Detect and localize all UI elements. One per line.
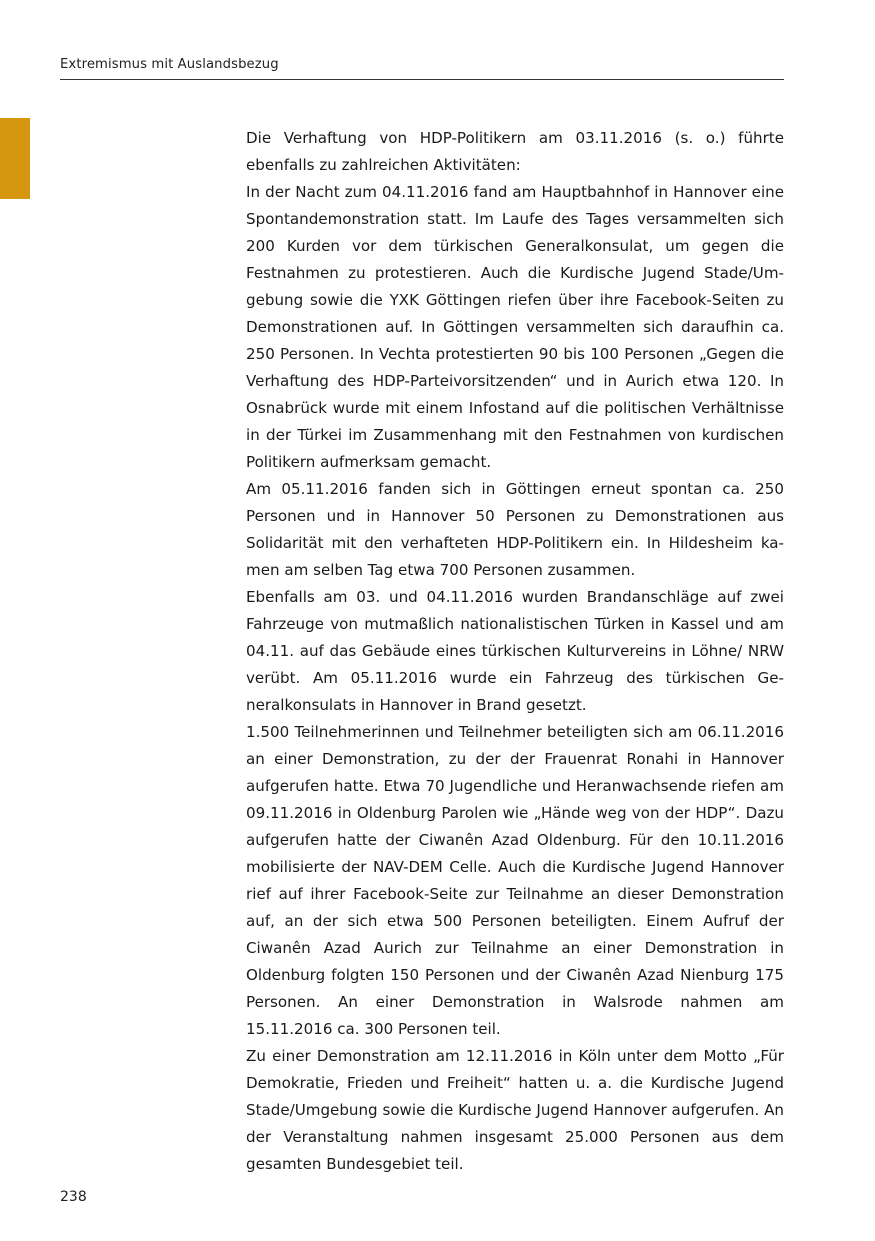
page-number: 238 xyxy=(60,1189,87,1205)
paragraph: Die Verhaftung von HDP-Politikern am 03.11.2016 (s. o.) führte ebenfalls zu zahlreichen Aktivitäten: xyxy=(246,129,784,174)
paragraph: 1.500 Teilnehmerinnen und Teilnehmer beteiligten sich am 06.11.2016 an einer Demonstration, zu der der Frauenrat Ronahi in Hannover aufgerufen hatte. Etwa 70 Jugendliche und Heranwachsende riefen am 09.11.2016 in Oldenburg Parolen wie „Hände weg von der HDP“. Dazu aufgerufen hatte der Ciwanên Azad Oldenburg. Für den 10.11.2016 mobilisierte der NAV-DEM Celle. Auch die Kurdische Jugend Hannover rief auf ihrer Facebook-Seite zur Teilnahme an dieser Demonstration auf, an der sich etwa 500 Personen beteiligten. Einem Aufruf der Ciwanên Azad Aurich zur Teilnahme an einer Demonstration in Oldenburg folgten 150 Personen und der Ciwanên Azad Nienburg 175 Personen. An einer Demonstration in Walsrode nahmen am 15.11.2016 ca. 300 Personen teil. xyxy=(246,723,784,1038)
paragraph: Zu einer Demonstration am 12.11.2016 in Köln unter dem Motto „Für Demokratie, Frieden und Freiheit“ hatten u. a. die Kurdische Jugend Stade/Umgebung sowie die Kurdische Jugend Hannover aufgerufen. An der Veranstaltung nahmen insgesamt 25.000 Personen aus dem gesamten Bundesgebiet teil. xyxy=(246,1047,784,1173)
running-header: Extremismus mit Auslandsbezug xyxy=(60,57,279,72)
chapter-tab-marker xyxy=(0,118,30,199)
paragraph: Ebenfalls am 03. und 04.11.2016 wurden Brandanschläge auf zwei Fahrzeuge von mutmaßlich nationalistischen Türken in Kassel und am 04.11. auf das Gebäude eines türkischen Kulturvereins in Löhne/ NRW verübt. Am 05.11.2016 wurde ein Fahrzeug des türkischen Generalkonsulats in Hannover in Brand gesetzt. xyxy=(246,588,784,714)
body-text xyxy=(246,125,784,1178)
header-rule xyxy=(60,79,784,80)
paragraph: Am 05.11.2016 fanden sich in Göttingen erneut spontan ca. 250 Personen und in Hannover 50 Personen zu Demonstrationen aus Solidarität mit den verhafteten HDP-Politikern ein. In Hildesheim kamen am selben Tag etwa 700 Personen zusammen. xyxy=(246,480,784,579)
paragraph: In der Nacht zum 04.11.2016 fand am Hauptbahnhof in Hannover eine Spontandemonstration statt. Im Laufe des Tages versammelten sich 200 Kurden vor dem türkischen Generalkonsulat, um gegen die Festnahmen zu protestieren. Auch die Kurdische Jugend Stade/Umgebung sowie die YXK Göttingen riefen über ihre Facebook-Seiten zu Demonstrationen auf. In Göttingen versammelten sich daraufhin ca. 250 Personen. In Vechta protestierten 90 bis 100 Personen „Gegen die Verhaftung des HDP-Parteivorsitzenden“ und in Aurich etwa 120. In Osnabrück wurde mit einem Infostand auf die politischen Verhältnisse in der Türkei im Zusammenhang mit den Festnahmen von kurdischen Politikern aufmerksam gemacht. xyxy=(246,183,784,471)
